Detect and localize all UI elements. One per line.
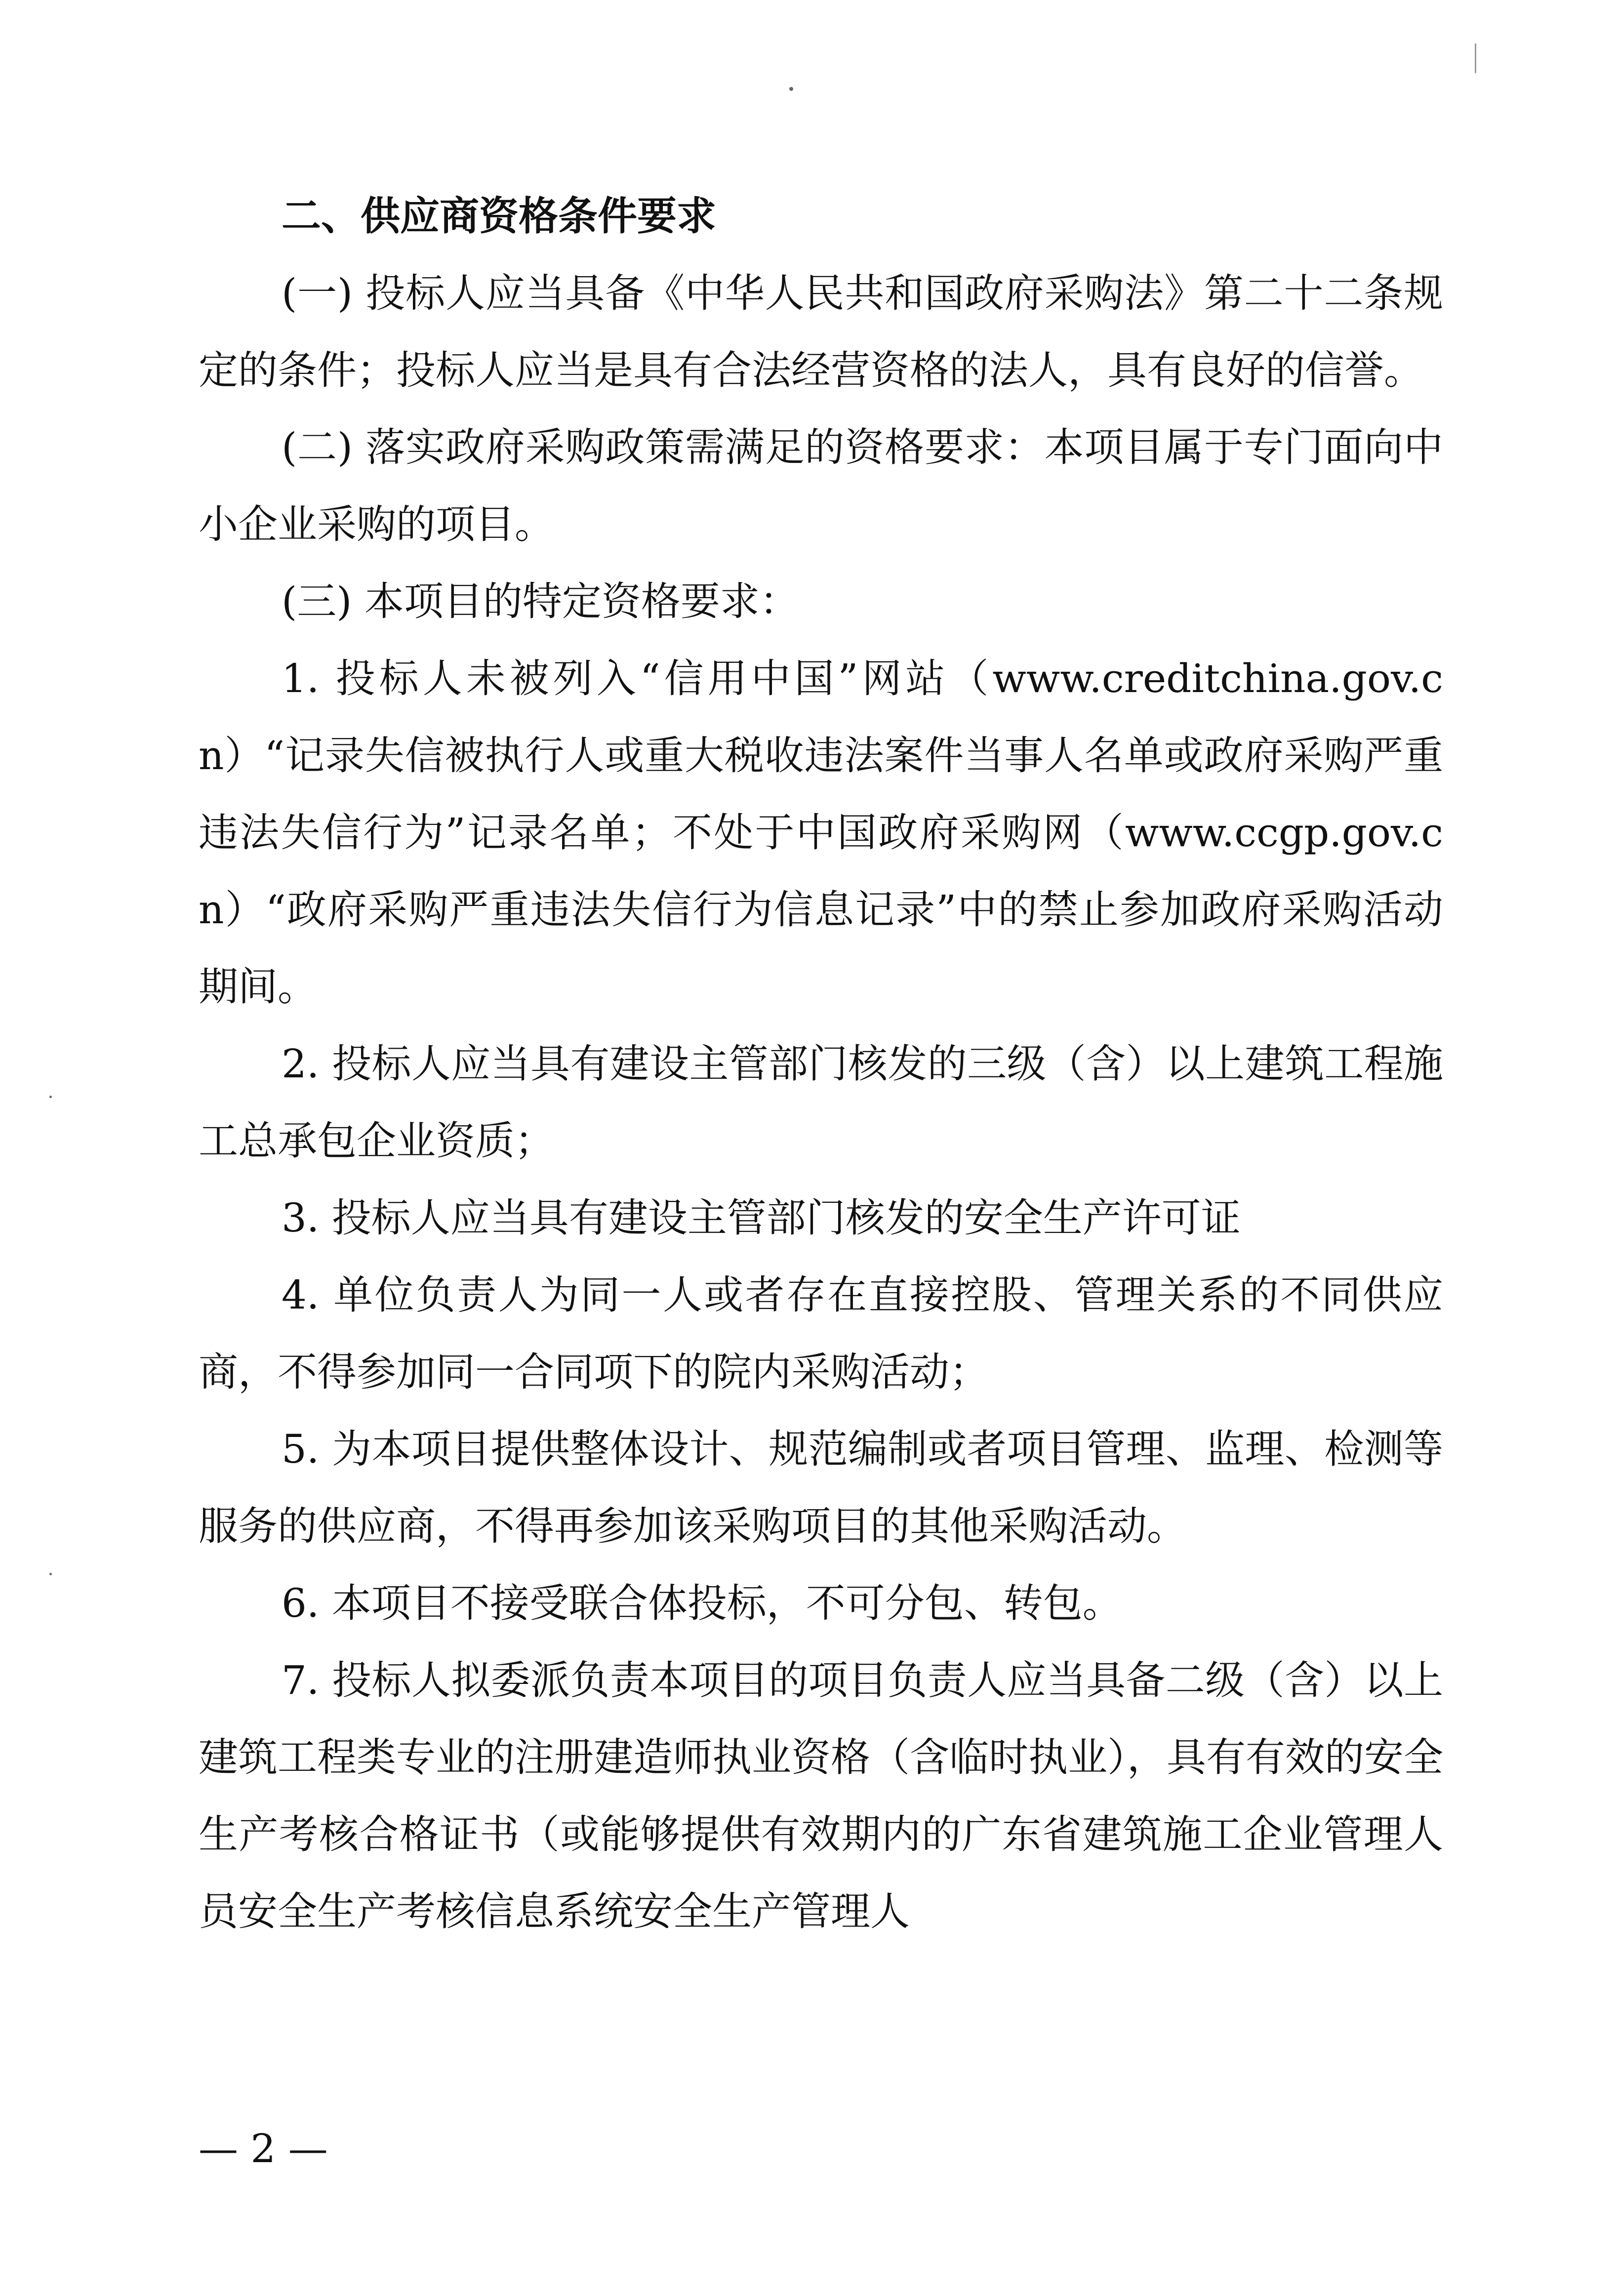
document-body bbox=[199, 178, 1443, 1950]
scan-speck bbox=[49, 1573, 52, 1575]
paragraph-3: (三) 本项目的特定资格要求： bbox=[282, 578, 799, 624]
requirement-2: 2. 投标人应当具有建设主管部门核发的三级（含）以上建筑工程施工总承包企业资质； bbox=[199, 1041, 1443, 1164]
scan-speck bbox=[789, 87, 793, 91]
section-heading: 二、供应商资格条件要求 bbox=[282, 193, 716, 239]
requirement-3: 3. 投标人应当具有建设主管部门核发的安全生产许可证 bbox=[282, 1195, 1241, 1241]
requirement-5: 5. 为本项目提供整体设计、规范编制或者项目管理、监理、检测等服务的供应商，不得再参加该采购项目的其他采购活动。 bbox=[199, 1426, 1443, 1549]
scan-edge-mark bbox=[1475, 43, 1476, 73]
scan-speck bbox=[49, 1096, 52, 1098]
requirement-1: 1. 投标人未被列入“信用中国”网站（www.creditchina.gov.cn）“记录失信被执行人或重大税收违法案件当事人名单或政府采购严重违法失信行为”记录名单；不处于中国政府采购网（www.ccgp.gov.cn）“政府采购严重违法失信行为信息记录”中的禁止参加政府采购活动期间。 bbox=[199, 656, 1443, 1010]
requirement-4: 4. 单位负责人为同一人或者存在直接控股、管理关系的不同供应商，不得参加同一合同项下的院内采购活动； bbox=[199, 1272, 1443, 1395]
requirement-6: 6. 本项目不接受联合体投标，不可分包、转包。 bbox=[282, 1580, 1122, 1626]
requirement-7: 7. 投标人拟委派负责本项目的项目负责人应当具备二级（含）以上建筑工程类专业的注册建造师执业资格（含临时执业），具有有效的安全生产考核合格证书（或能够提供有效期内的广东省建筑施工企业管理人员安全生产考核信息系统安全生产管理人 bbox=[199, 1657, 1443, 1934]
paragraph-2: (二) 落实政府采购政策需满足的资格要求：本项目属于专门面向中小企业采购的项目。 bbox=[199, 424, 1443, 547]
page-number: — 2 — bbox=[199, 2126, 328, 2172]
paragraph-1: (一) 投标人应当具备《中华人民共和国政府采购法》第二十二条规定的条件；投标人应当是具有合法经营资格的法人，具有良好的信誉。 bbox=[199, 270, 1443, 393]
